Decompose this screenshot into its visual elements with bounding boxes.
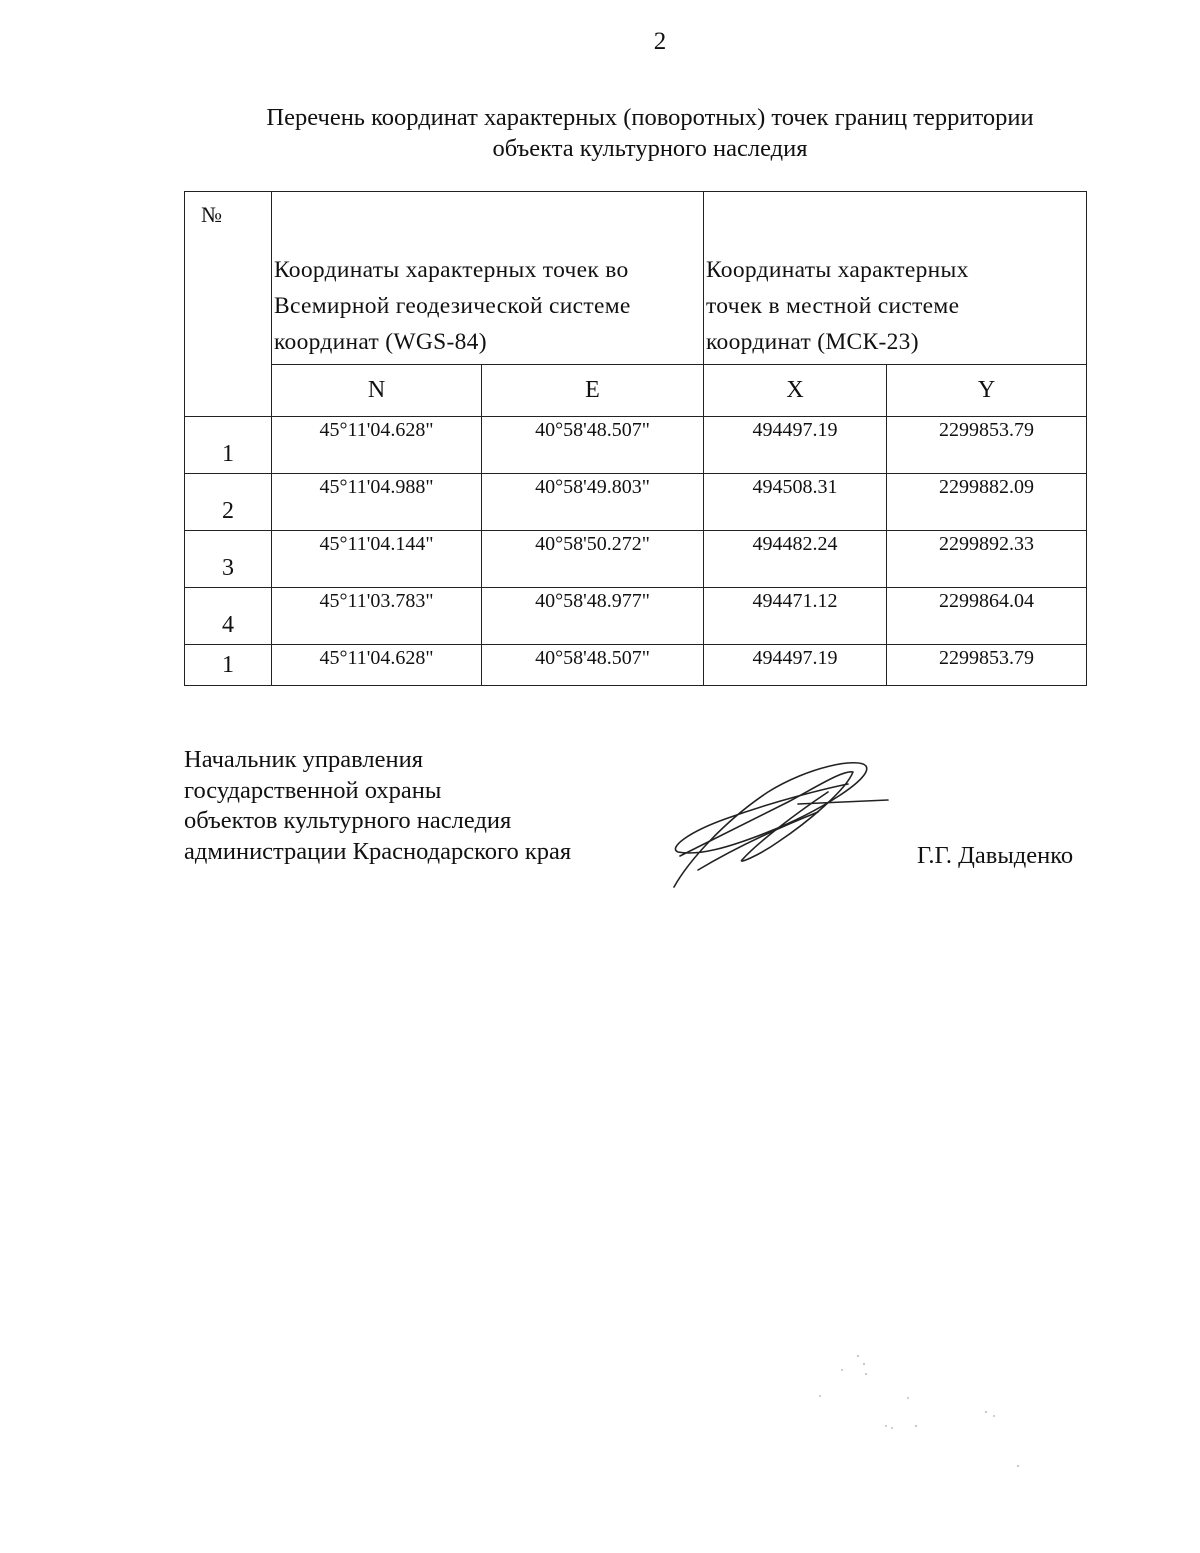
signatory-name: Г.Г. Давыденко	[917, 842, 1074, 869]
number-column-header: №	[185, 192, 272, 417]
wgs-header-line: Координаты характерных точек во	[274, 257, 629, 283]
longitude-e: 40°58'49.803"	[482, 474, 704, 531]
page-number: 2	[653, 28, 667, 55]
wgs-header-line: координат (WGS-84)	[274, 329, 487, 355]
table-row	[185, 474, 1087, 531]
coord-x: 494471.12	[704, 588, 887, 645]
msk-group-header	[704, 192, 1087, 365]
msk-header-line: координат (МСК-23)	[706, 329, 919, 355]
title-line-2: объекта культурного наследия	[492, 135, 808, 162]
position-line: государственной охраны	[184, 776, 442, 804]
longitude-e: 40°58'48.507"	[482, 417, 704, 474]
point-number: 1	[185, 417, 272, 474]
point-number: 4	[185, 588, 272, 645]
table-row	[185, 588, 1087, 645]
wgs-header-line: Всемирной геодезической системе	[274, 293, 631, 319]
coord-y: 2299882.09	[887, 474, 1087, 531]
msk-header-line: точек в местной системе	[706, 293, 960, 319]
latitude-n: 45°11'04.144"	[272, 531, 482, 588]
coord-x: 494482.24	[704, 531, 887, 588]
position-line: Начальник управления	[184, 746, 423, 773]
table-row	[185, 417, 1087, 474]
point-number: 1	[185, 645, 272, 686]
table-header-row	[185, 192, 1087, 365]
longitude-e: 40°58'50.272"	[482, 531, 704, 588]
axis-header-x: X	[704, 365, 887, 417]
coord-y: 2299892.33	[887, 531, 1087, 588]
msk-header-line: Координаты характерных	[706, 257, 969, 283]
coord-y: 2299853.79	[887, 645, 1087, 686]
coord-x: 494497.19	[704, 417, 887, 474]
axis-header-n: N	[272, 365, 482, 417]
scan-noise-specks	[800, 1340, 1060, 1490]
coord-y: 2299853.79	[887, 417, 1087, 474]
point-number: 2	[185, 474, 272, 531]
coord-x: 494508.31	[704, 474, 887, 531]
signatory-position	[184, 745, 571, 867]
longitude-e: 40°58'48.507"	[482, 645, 704, 686]
table-row	[185, 645, 1087, 686]
point-number: 3	[185, 531, 272, 588]
longitude-e: 40°58'48.977"	[482, 588, 704, 645]
latitude-n: 45°11'03.783"	[272, 588, 482, 645]
axis-header-row	[185, 365, 1087, 417]
coord-y: 2299864.04	[887, 588, 1087, 645]
axis-header-e: E	[482, 365, 704, 417]
title-line-1: Перечень координат характерных (поворотных) точек границ территории	[266, 104, 1034, 131]
coordinates-table	[184, 191, 1087, 686]
handwritten-signature	[668, 752, 898, 892]
coord-x: 494497.19	[704, 645, 887, 686]
latitude-n: 45°11'04.628"	[272, 417, 482, 474]
axis-header-y: Y	[887, 365, 1087, 417]
document-title	[200, 102, 1100, 164]
table-row	[185, 531, 1087, 588]
wgs-group-header	[272, 192, 704, 365]
latitude-n: 45°11'04.628"	[272, 645, 482, 686]
latitude-n: 45°11'04.988"	[272, 474, 482, 531]
position-line: администрации Краснодарского края	[184, 837, 572, 865]
position-line: объектов культурного наследия	[184, 807, 512, 834]
